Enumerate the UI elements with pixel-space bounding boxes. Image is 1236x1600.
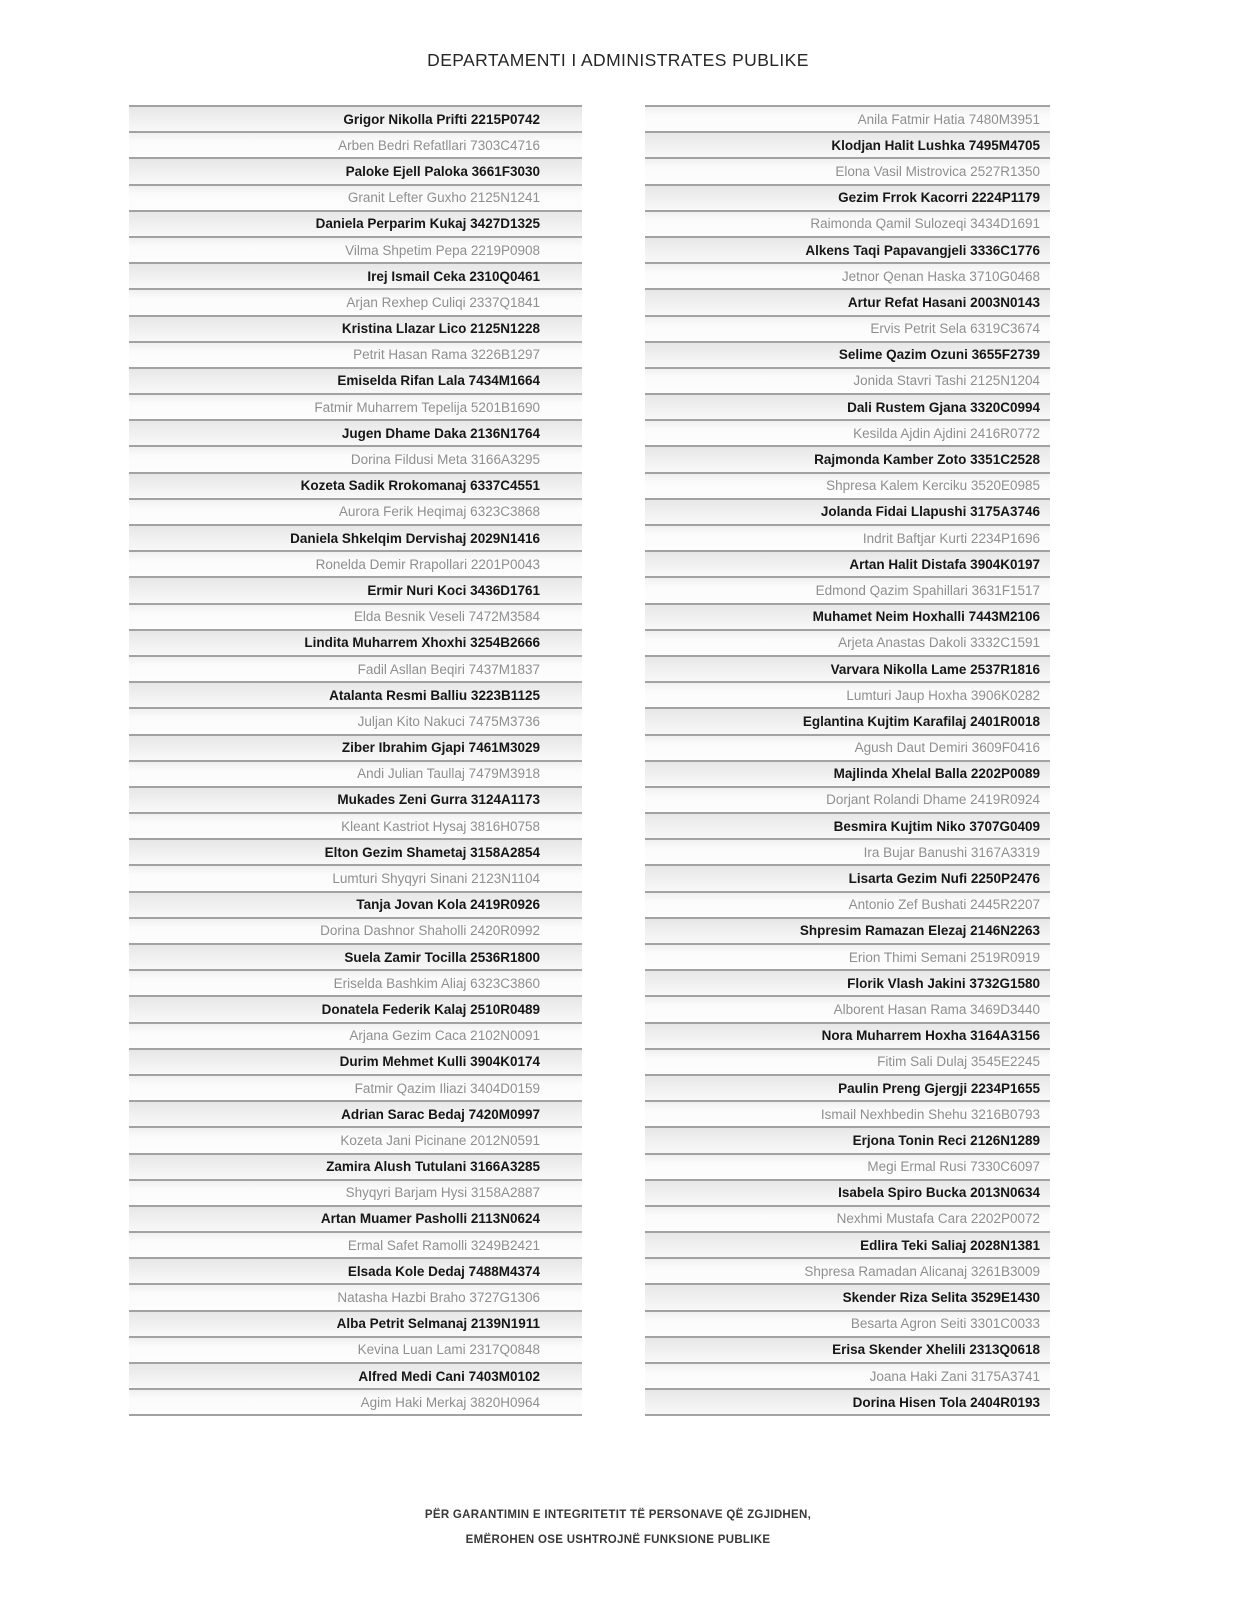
- roster-row: Kleant Kastriot Hysaj 3816H0758: [129, 812, 582, 838]
- roster-row: Paulin Preng Gjergji 2234P1655: [645, 1074, 1050, 1100]
- roster-row: Suela Zamir Tocilla 2536R1800: [129, 943, 582, 969]
- roster-row: Lisarta Gezim Nufi 2250P2476: [645, 864, 1050, 890]
- roster-row: Nexhmi Mustafa Cara 2202P0072: [645, 1205, 1050, 1231]
- roster-row: Kozeta Jani Picinane 2012N0591: [129, 1126, 582, 1152]
- roster-row: Arben Bedri Refatllari 7303C4716: [129, 131, 582, 157]
- roster-row: Eglantina Kujtim Karafilaj 2401R0018: [645, 707, 1050, 733]
- roster-row: Ervis Petrit Sela 6319C3674: [645, 315, 1050, 341]
- roster-row: Ismail Nexhbedin Shehu 3216B0793: [645, 1100, 1050, 1126]
- roster-row: Juljan Kito Nakuci 7475M3736: [129, 707, 582, 733]
- roster-row: Granit Lefter Guxho 2125N1241: [129, 184, 582, 210]
- roster-row: Dorina Fildusi Meta 3166A3295: [129, 445, 582, 471]
- roster-row: Daniela Shkelqim Dervishaj 2029N1416: [129, 524, 582, 550]
- roster-row: Muhamet Neim Hoxhalli 7443M2106: [645, 603, 1050, 629]
- roster-row: Besmira Kujtim Niko 3707G0409: [645, 812, 1050, 838]
- roster-row: Gezim Frrok Kacorri 2224P1179: [645, 184, 1050, 210]
- roster-row: Besarta Agron Seiti 3301C0033: [645, 1310, 1050, 1336]
- roster-row: Varvara Nikolla Lame 2537R1816: [645, 655, 1050, 681]
- roster-row: Adrian Sarac Bedaj 7420M0997: [129, 1100, 582, 1126]
- roster-row: Lumturi Shyqyri Sinani 2123N1104: [129, 864, 582, 890]
- roster-row: Shpresa Ramadan Alicanaj 3261B3009: [645, 1257, 1050, 1283]
- roster-row: Majlinda Xhelal Balla 2202P0089: [645, 760, 1050, 786]
- roster-row: Ermir Nuri Koci 3436D1761: [129, 576, 582, 602]
- roster-row: Alkens Taqi Papavangjeli 3336C1776: [645, 236, 1050, 262]
- roster-row: Lindita Muharrem Xhoxhi 3254B2666: [129, 629, 582, 655]
- roster-row: Tanja Jovan Kola 2419R0926: [129, 891, 582, 917]
- roster-row: Dali Rustem Gjana 3320C0994: [645, 393, 1050, 419]
- roster-row: Kesilda Ajdin Ajdini 2416R0772: [645, 419, 1050, 445]
- roster-row: Ronelda Demir Rrapollari 2201P0043: [129, 550, 582, 576]
- roster-row: Fadil Asllan Beqiri 7437M1837: [129, 655, 582, 681]
- page-title: DEPARTAMENTI I ADMINISTRATES PUBLIKE: [427, 50, 809, 70]
- roster-row: Erisa Skender Xhelili 2313Q0618: [645, 1336, 1050, 1362]
- roster-row: Selime Qazim Ozuni 3655F2739: [645, 341, 1050, 367]
- roster-row: Irej Ismail Ceka 2310Q0461: [129, 262, 582, 288]
- roster-row: Arjeta Anastas Dakoli 3332C1591: [645, 629, 1050, 655]
- roster-row: Dorina Hisen Tola 2404R0193: [645, 1388, 1050, 1414]
- roster-row: Megi Ermal Rusi 7330C6097: [645, 1153, 1050, 1179]
- roster-row: Petrit Hasan Rama 3226B1297: [129, 341, 582, 367]
- roster-row: Elda Besnik Veseli 7472M3584: [129, 603, 582, 629]
- roster-row: Andi Julian Taullaj 7479M3918: [129, 760, 582, 786]
- roster-row: Durim Mehmet Kulli 3904K0174: [129, 1048, 582, 1074]
- footer-line-1: PËR GARANTIMIN E INTEGRITETIT TË PERSONAVE QË ZGJIDHEN,: [424, 1509, 812, 1521]
- roster-row: Artan Halit Distafa 3904K0197: [645, 550, 1050, 576]
- footer-line-2: EMËROHEN OSE USHTROJNË FUNKSIONE PUBLIKE: [465, 1534, 771, 1546]
- roster-row: Ermal Safet Ramolli 3249B2421: [129, 1231, 582, 1257]
- roster-row: Shyqyri Barjam Hysi 3158A2887: [129, 1179, 582, 1205]
- roster-row: Ziber Ibrahim Gjapi 7461M3029: [129, 734, 582, 760]
- roster-row: Agush Daut Demiri 3609F0416: [645, 734, 1050, 760]
- roster-row: Shpresa Kalem Kerciku 3520E0985: [645, 472, 1050, 498]
- roster-row: Zamira Alush Tutulani 3166A3285: [129, 1153, 582, 1179]
- roster-row: Atalanta Resmi Balliu 3223B1125: [129, 681, 582, 707]
- roster-row: Klodjan Halit Lushka 7495M4705: [645, 131, 1050, 157]
- roster-row: Alfred Medi Cani 7403M0102: [129, 1362, 582, 1388]
- roster-row: Anila Fatmir Hatia 7480M3951: [645, 105, 1050, 131]
- roster-row: Artur Refat Hasani 2003N0143: [645, 288, 1050, 314]
- roster-row: Paloke Ejell Paloka 3661F3030: [129, 157, 582, 183]
- roster-row: Aurora Ferik Heqimaj 6323C3868: [129, 498, 582, 524]
- roster-row: Fitim Sali Dulaj 3545E2245: [645, 1048, 1050, 1074]
- roster-row: Erjona Tonin Reci 2126N1289: [645, 1126, 1050, 1152]
- roster-row: Artan Muamer Pasholli 2113N0624: [129, 1205, 582, 1231]
- roster-row: Isabela Spiro Bucka 2013N0634: [645, 1179, 1050, 1205]
- roster-row: Joana Haki Zani 3175A3741: [645, 1362, 1050, 1388]
- roster-row: Skender Riza Selita 3529E1430: [645, 1283, 1050, 1309]
- roster-row: Jugen Dhame Daka 2136N1764: [129, 419, 582, 445]
- roster-row: Dorina Dashnor Shaholli 2420R0992: [129, 917, 582, 943]
- roster-row: Kristina Llazar Lico 2125N1228: [129, 315, 582, 341]
- roster-row: Vilma Shpetim Pepa 2219P0908: [129, 236, 582, 262]
- roster-column-right: [645, 105, 1050, 1416]
- roster-row: Jonida Stavri Tashi 2125N1204: [645, 367, 1050, 393]
- roster-row: Jetnor Qenan Haska 3710G0468: [645, 262, 1050, 288]
- footer-note: [0, 1503, 1236, 1553]
- roster-row: Agim Haki Merkaj 3820H0964: [129, 1388, 582, 1414]
- roster-row: Antonio Zef Bushati 2445R2207: [645, 891, 1050, 917]
- roster-row: Erion Thimi Semani 2519R0919: [645, 943, 1050, 969]
- roster-row: Elton Gezim Shametaj 3158A2854: [129, 838, 582, 864]
- roster-column-left: [129, 105, 582, 1416]
- roster-row: Fatmir Muharrem Tepelija 5201B1690: [129, 393, 582, 419]
- roster-row: Ira Bujar Banushi 3167A3319: [645, 838, 1050, 864]
- roster-row: Raimonda Qamil Sulozeqi 3434D1691: [645, 210, 1050, 236]
- roster-row: Kozeta Sadik Rrokomanaj 6337C4551: [129, 472, 582, 498]
- roster-row: Rajmonda Kamber Zoto 3351C2528: [645, 445, 1050, 471]
- roster-row: Natasha Hazbi Braho 3727G1306: [129, 1283, 582, 1309]
- roster-row: Donatela Federik Kalaj 2510R0489: [129, 995, 582, 1021]
- roster-row: Florik Vlash Jakini 3732G1580: [645, 969, 1050, 995]
- roster-row: Fatmir Qazim Iliazi 3404D0159: [129, 1074, 582, 1100]
- roster-row: Alborent Hasan Rama 3469D3440: [645, 995, 1050, 1021]
- roster-row: Kevina Luan Lami 2317Q0848: [129, 1336, 582, 1362]
- roster-row: Arjana Gezim Caca 2102N0091: [129, 1022, 582, 1048]
- roster-row: Grigor Nikolla Prifti 2215P0742: [129, 105, 582, 131]
- roster-row: Elona Vasil Mistrovica 2527R1350: [645, 157, 1050, 183]
- roster-row: Nora Muharrem Hoxha 3164A3156: [645, 1022, 1050, 1048]
- roster-row: Edlira Teki Saliaj 2028N1381: [645, 1231, 1050, 1257]
- roster-row: Lumturi Jaup Hoxha 3906K0282: [645, 681, 1050, 707]
- roster-row: Shpresim Ramazan Elezaj 2146N2263: [645, 917, 1050, 943]
- roster-row: Dorjant Rolandi Dhame 2419R0924: [645, 786, 1050, 812]
- roster-row: Edmond Qazim Spahillari 3631F1517: [645, 576, 1050, 602]
- roster-row: Emiselda Rifan Lala 7434M1664: [129, 367, 582, 393]
- roster-row: Indrit Baftjar Kurti 2234P1696: [645, 524, 1050, 550]
- roster-row: Arjan Rexhep Culiqi 2337Q1841: [129, 288, 582, 314]
- roster-row: Eriselda Bashkim Aliaj 6323C3860: [129, 969, 582, 995]
- roster-row: Mukades Zeni Gurra 3124A1173: [129, 786, 582, 812]
- roster-row: Daniela Perparim Kukaj 3427D1325: [129, 210, 582, 236]
- roster-row: Alba Petrit Selmanaj 2139N1911: [129, 1310, 582, 1336]
- roster-row: Elsada Kole Dedaj 7488M4374: [129, 1257, 582, 1283]
- roster-row: Jolanda Fidai Llapushi 3175A3746: [645, 498, 1050, 524]
